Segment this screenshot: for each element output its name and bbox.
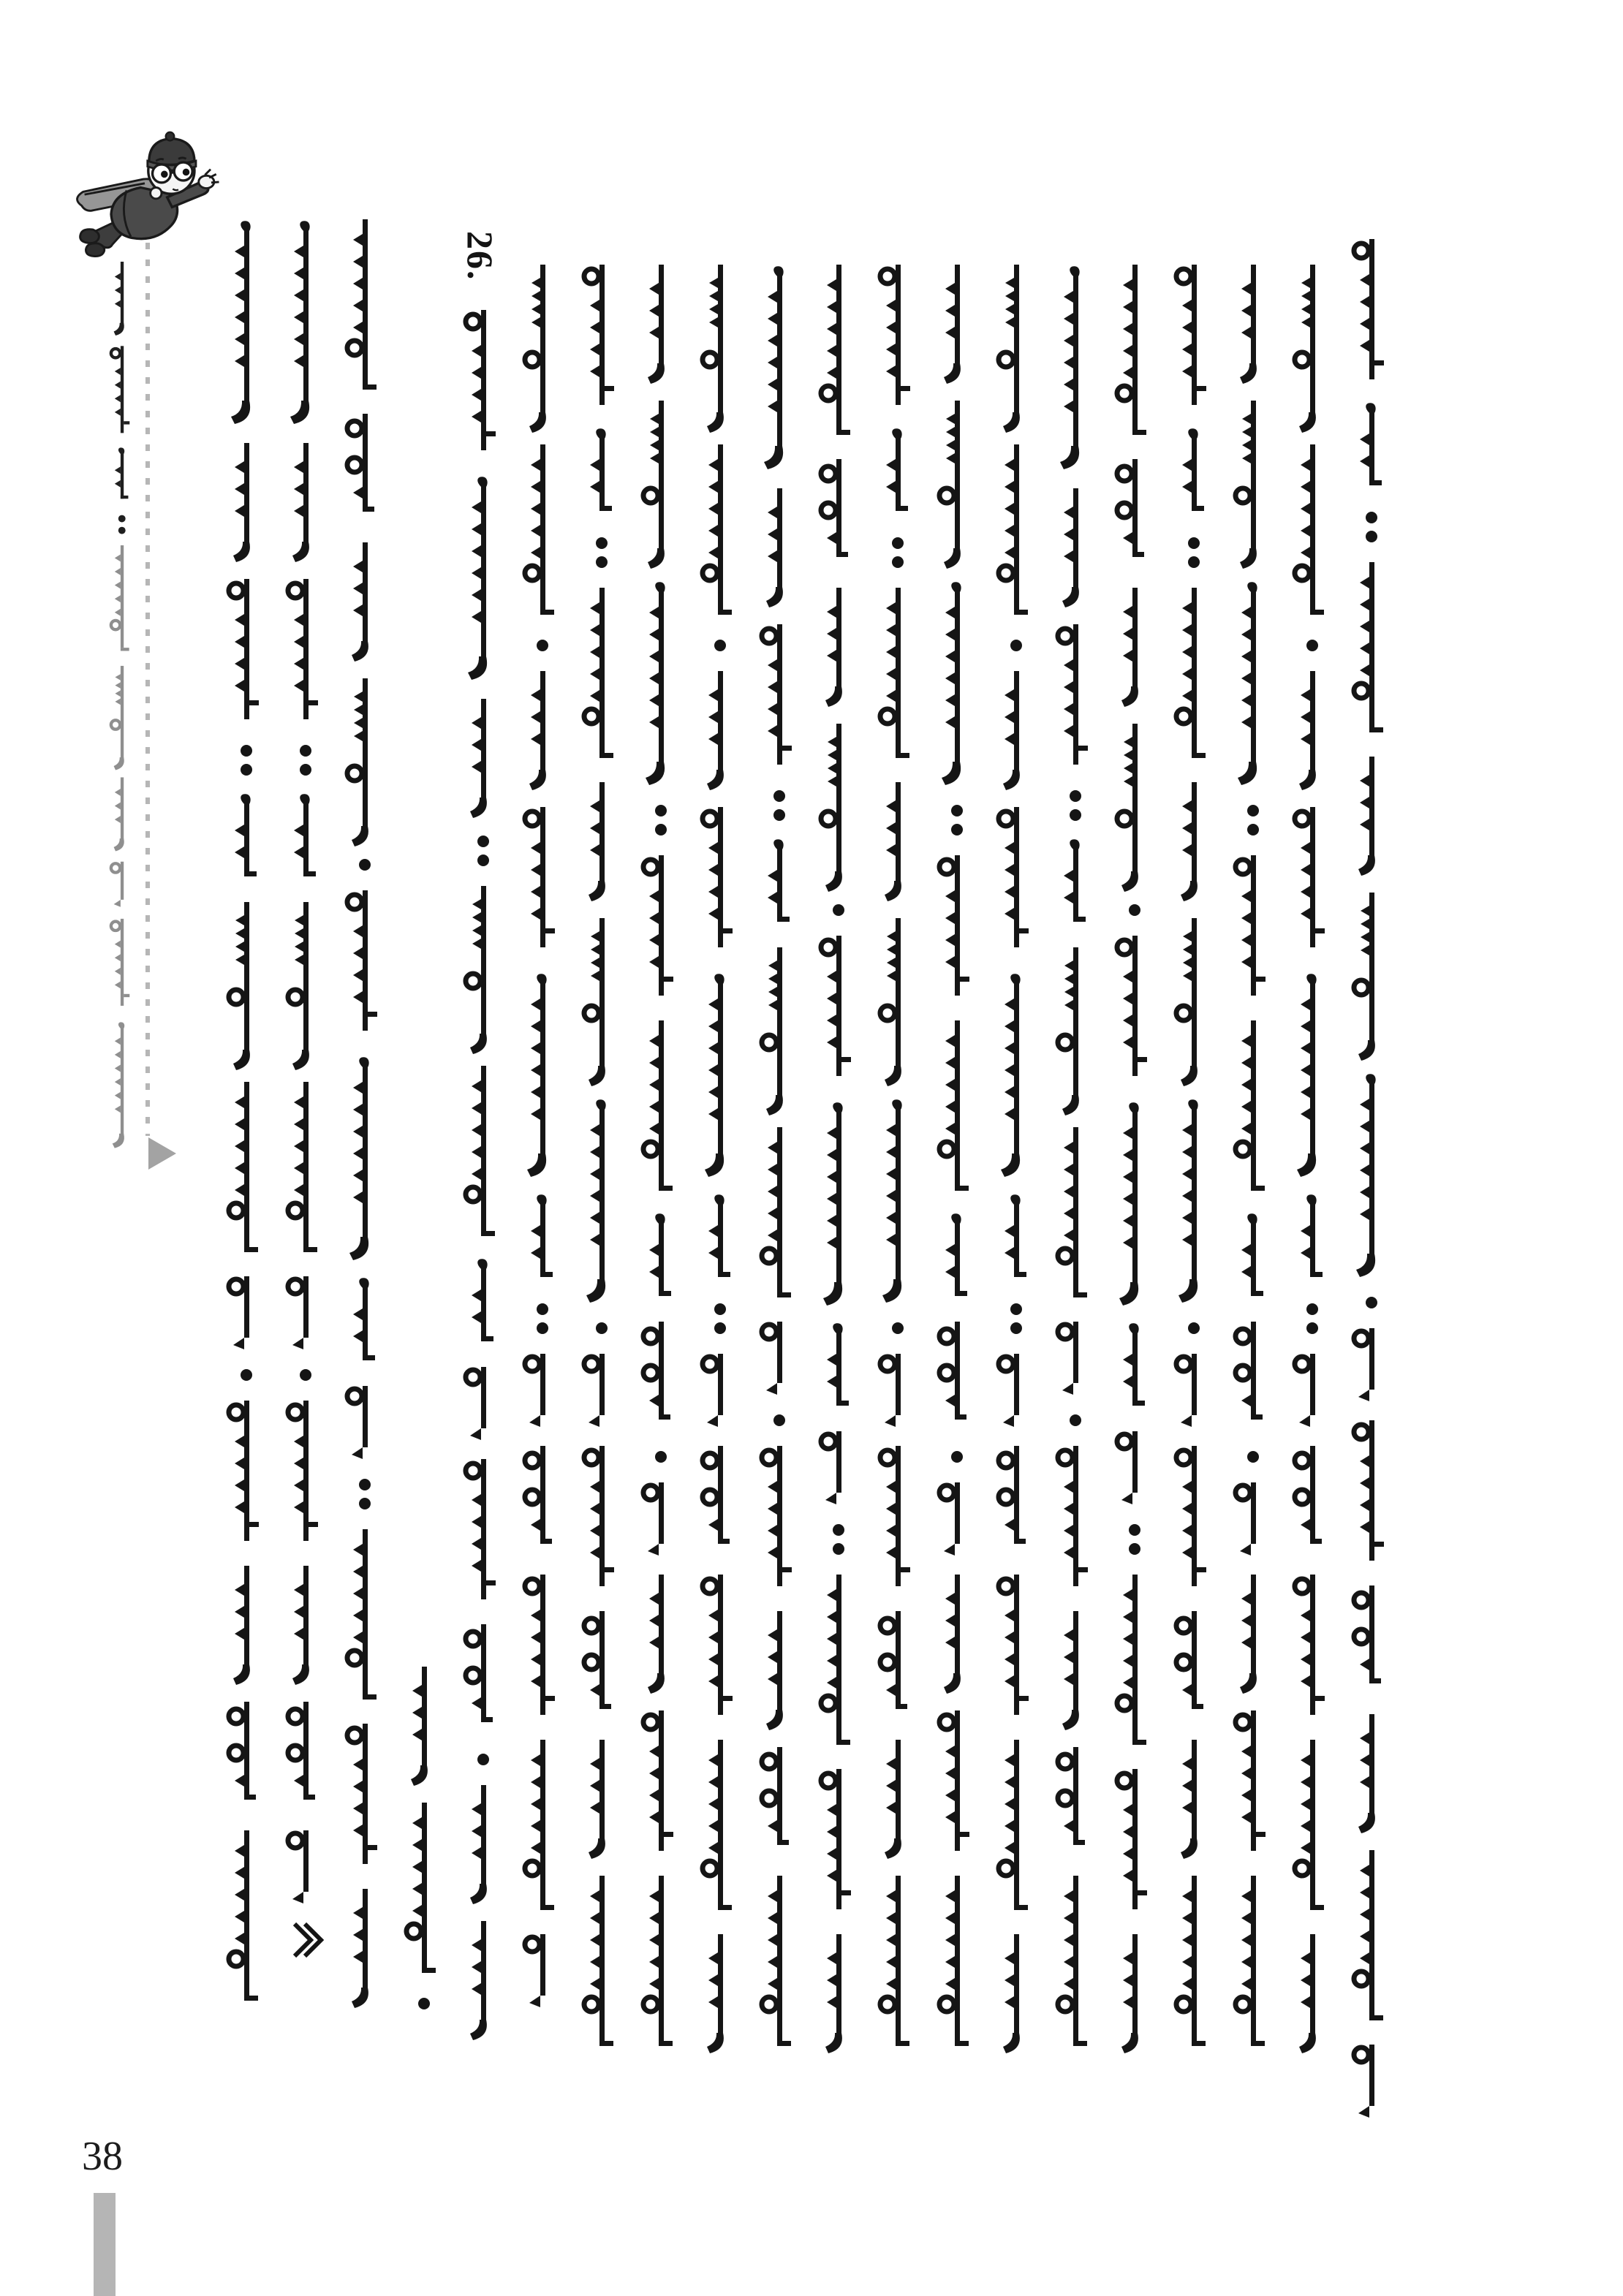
sidebar-caption-column xyxy=(111,262,129,534)
page-edge-bar xyxy=(94,2193,116,2296)
mongolian-text-column xyxy=(643,265,673,2046)
exercise-number: 26. xyxy=(460,231,501,281)
mongolian-text-column xyxy=(1354,239,1384,2118)
mongolian-text-column xyxy=(821,265,851,2053)
mongolian-text-column xyxy=(584,265,614,2046)
mongolian-text-column xyxy=(347,219,377,2008)
mongolian-text-column xyxy=(229,221,259,2001)
page-number: 38 xyxy=(82,2134,123,2179)
sidebar-caption-column xyxy=(111,545,129,1148)
mongolian-text-column xyxy=(880,265,910,2046)
mongolian-text-column xyxy=(1236,265,1266,2046)
mongolian-text-column xyxy=(525,265,555,2007)
mongolian-text-column xyxy=(762,266,792,2046)
mongolian-text-column xyxy=(939,265,969,2046)
mongolian-text-column xyxy=(1176,265,1206,2046)
mongolian-text-column xyxy=(999,265,1029,2053)
mongolian-text-column xyxy=(1295,265,1325,2053)
mongolian-text-column xyxy=(703,265,733,2053)
mongolian-text-column xyxy=(406,1667,436,2009)
mongolian-text-column xyxy=(288,221,321,1956)
mongolian-text-column xyxy=(466,310,496,2040)
mongolian-text-column xyxy=(1058,266,1088,2046)
mongolian-text-column xyxy=(1117,265,1147,2053)
